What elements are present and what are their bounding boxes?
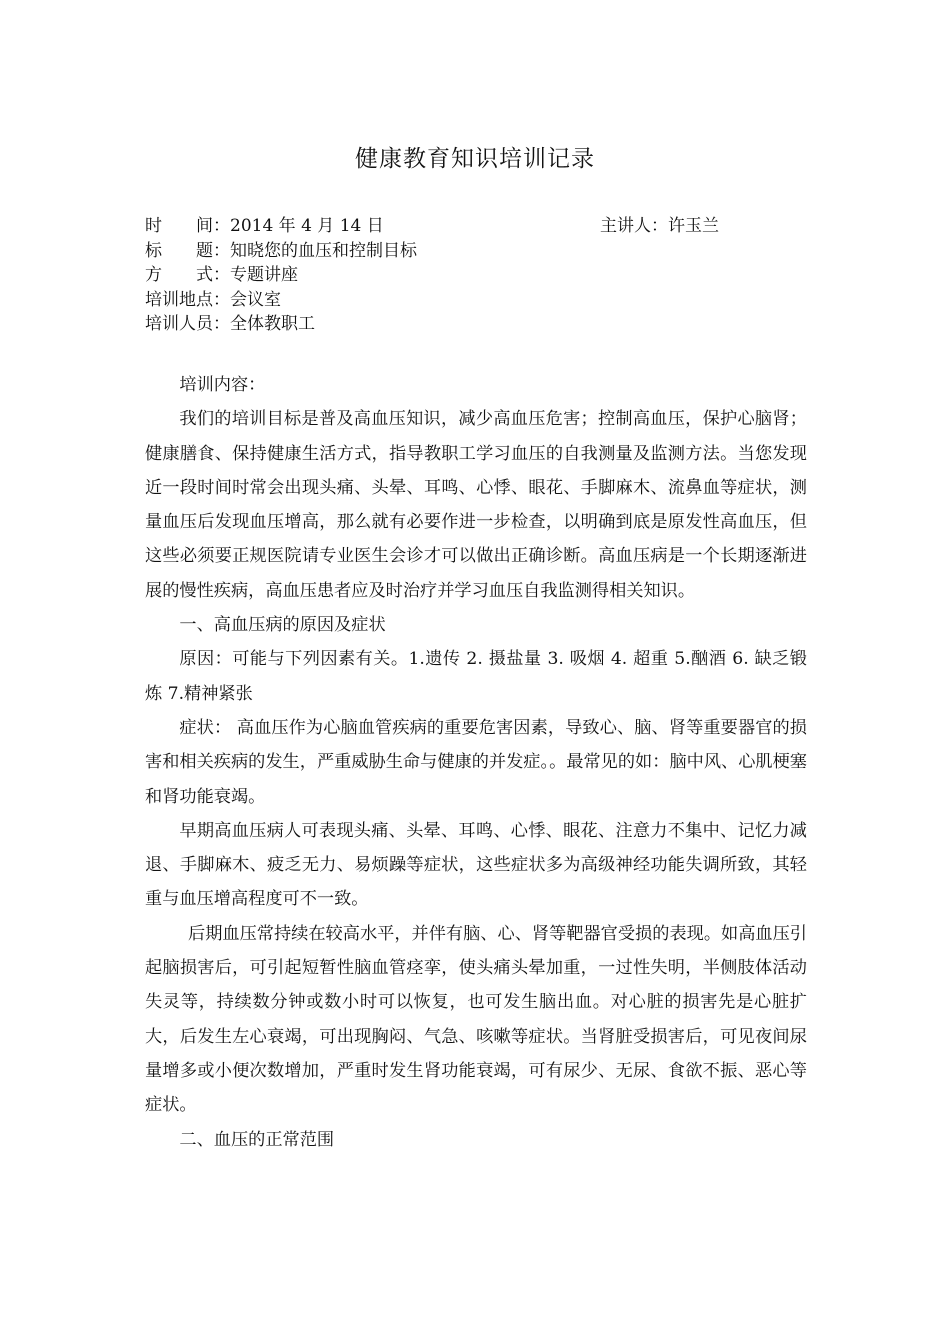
meta-row-attendees: [145, 312, 815, 337]
meta-time: 时 间：2014 年 4 月 14 日: [145, 216, 384, 236]
meta-row-format: [145, 263, 815, 288]
meta-row-location: [145, 288, 815, 313]
paragraph-early-stage: 早期高血压病人可表现头痛、头晕、耳鸣、心悸、眼花、注意力不集中、记忆力减退、手脚麻木、疲乏无力、易烦躁等症状，这些症状多为高级神经功能失调所致，其轻重与血压增高程度可不一致。: [145, 820, 807, 910]
section-heading-causes-symptoms: 一、高血压病的原因及症状: [179, 615, 386, 636]
meta-attendees: 培训人员：全体教职工: [145, 314, 315, 334]
meta-location: 培训地点：会议室: [145, 289, 281, 310]
meta-row-topic: [145, 239, 815, 264]
meta-topic: 标 题：知晓您的血压和控制目标: [145, 240, 417, 261]
paragraph-causes: 原因：可能与下列因素有关。1.遗传 2. 摄盐量 3. 吸烟 4. 超重 5.酗酒 6. 缺乏锻炼 7.精神紧张: [145, 649, 807, 704]
document-body: [145, 368, 807, 1157]
meta-format: 方 式：专题讲座: [145, 265, 298, 285]
paragraph-content-heading: 培训内容：: [179, 375, 266, 395]
meta-block: [145, 214, 815, 337]
meta-row-time: [145, 214, 815, 239]
paragraph-training-goal: 我们的培训目标是普及高血压知识，减少高血压危害；控制高血压，保护心脑肾；健康膳食、保持健康生活方式，指导教职工学习血压的自我测量及监测方法。当您发现近一段时间时常会出现头痛、头晕、耳鸣、心悸、眼花、手脚麻木、流鼻血等症状，测量血压后发现血压增高，那么就有必要作进一步检查，以明确到底是原发性高血压，但这些必须要正规医院请专业医生会诊才可以做出正确诊断。高血压病是一个长期逐渐进展的慢性疾病，高血压患者应及时治疗并学习血压自我监测得相关知识。: [145, 409, 807, 601]
paragraph-symptoms: 症状： 高血压作为心脑血管疾病的重要危害因素，导致心、脑、肾等重要器官的损害和相关疾病的发生，严重威胁生命与健康的并发症。。最常见的如：脑中风、心肌梗塞和肾功能衰竭。: [145, 717, 807, 807]
paragraph-late-stage: 后期血压常持续在较高水平，并伴有脑、心、肾等靶器官受损的表现。如高血压引起脑损害后，可引起短暂性脑血管痉挛，使头痛头晕加重，一过性失明，半侧肢体活动失灵等，持续数分钟或数小时可以恢复，也可发生脑出血。对心脏的损害先是心脏扩大，后发生左心衰竭，可出现胸闷、气急、咳嗽等症状。当肾脏受损害后，可见夜间尿量增多或小便次数增加，严重时发生肾功能衰竭，可有尿少、无尿、食欲不振、恶心等症状。: [145, 923, 807, 1116]
meta-speaker: 主讲人：许玉兰: [600, 216, 719, 236]
section-heading-normal-range: 二、血压的正常范围: [179, 1129, 335, 1150]
document-title: 健康教育知识培训记录: [355, 146, 595, 172]
